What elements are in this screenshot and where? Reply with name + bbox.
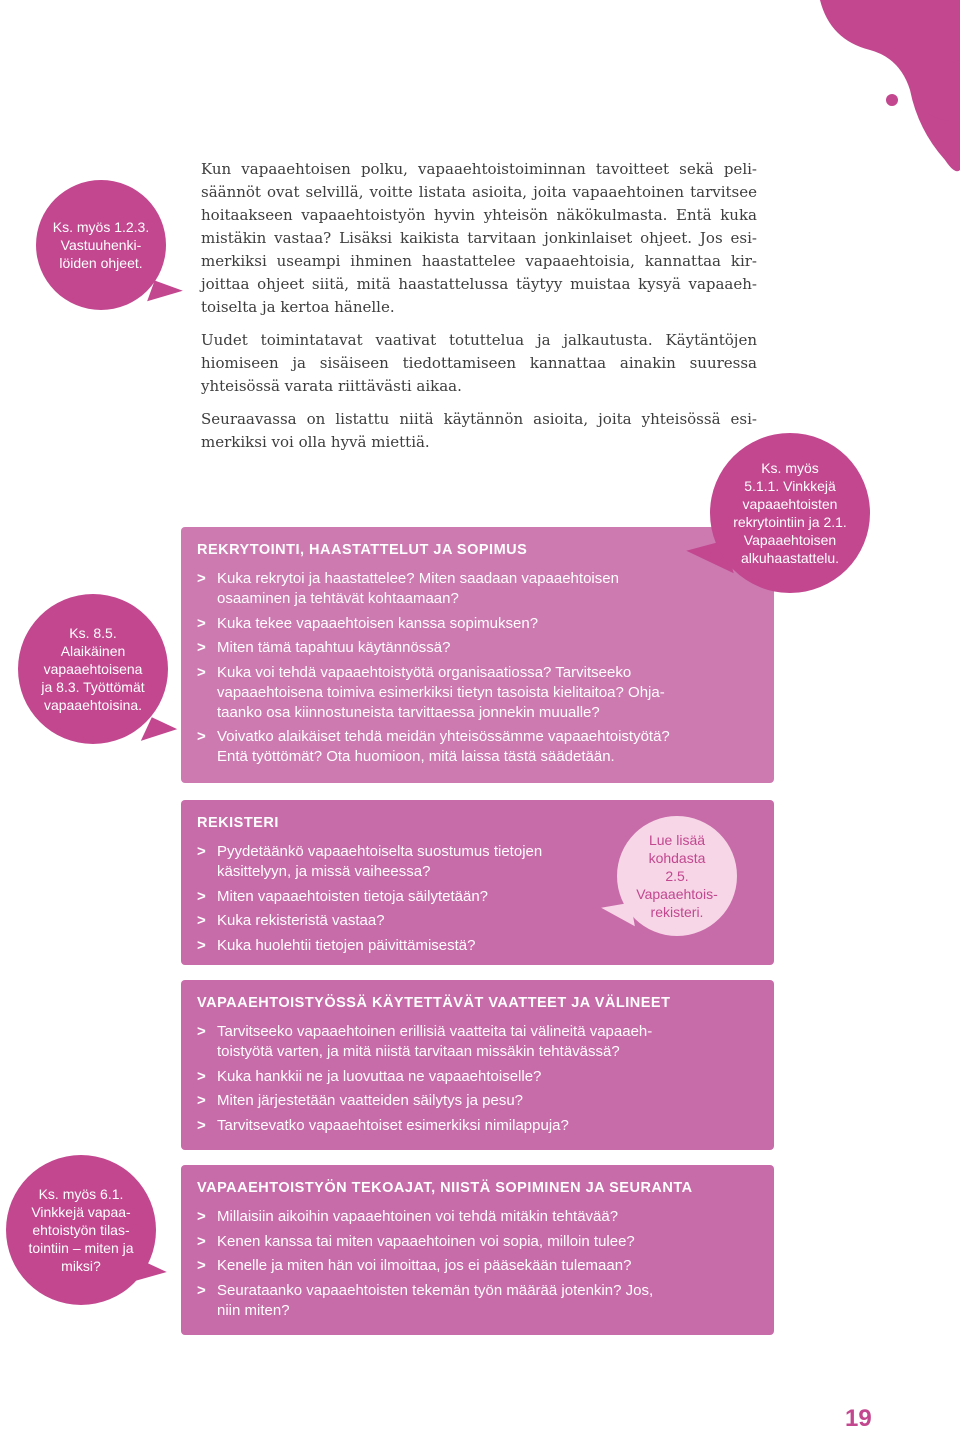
arrow-icon: > [197,728,206,745]
arrow-icon: > [197,887,206,905]
equipment-box [181,980,774,1150]
arrow-icon: > [197,570,206,587]
list-item: > Kenen kanssa tai miten vapaaehtoinen voi sopia, milloin tulee? [197,1232,635,1250]
arrow-icon: > [197,843,206,860]
bubble-tail [141,717,177,752]
list-item: > Kenelle ja miten hän voi ilmoittaa, jos ei pääsekään tulemaan? [197,1257,632,1274]
arrow-icon: > [197,639,206,656]
arrow-icon: > [197,1232,206,1250]
equipment-title: VAPAAEHTOISTYÖSSÄ KÄYTETTÄVÄT VAATTEET JA VÄLINEET [197,995,671,1011]
bubble-text: Ks. myös 1.2.3. Vastuuhenki- löiden ohjeet. [52,219,150,271]
intro-paragraph-3: Seuraavassa on listattu niitä käytännön asioita, joita yhteisössä esimerkiksi voi olla hyvä miettiä. [201,410,757,451]
page-number: 19 [845,1405,872,1432]
list-item: > Voivatko alaikäiset tehdä meidän yhteisössämme vapaaehtoistyötä? Entä työttömät? Ota huomioon, mitä laissa tästä säädetään. [197,728,670,765]
list-item: > Kuka rekisteristä vastaa? [197,912,385,929]
decorative-splash [800,0,960,180]
intro-paragraph-2: Uudet toimintatavat vaativat totuttelua ja jalkautusta. Käytäntöjen hiomiseen ja sisäiseen tiedottamiseen kannattaa ainakin suuressa yhteisössä varata riittävästi aikaa. [201,331,757,395]
list-item: > Tarvitsevatko vapaaehtoiset esimerkiksi nimilappuja? [197,1116,569,1134]
reference-bubble-1-2-3 [36,180,166,310]
arrow-icon: > [197,1208,206,1225]
arrow-icon: > [197,1067,206,1085]
schedule-box [181,1165,774,1335]
list-item: > Kuka hankkii ne ja luovuttaa ne vapaaehtoiselle? [197,1067,542,1085]
list-item: > Miten järjestetään vaatteiden säilytys ja pesu? [197,1092,524,1109]
list-item: > Millaisiin aikoihin vapaaehtoinen voi tehdä mitäkin tehtävää? [197,1208,619,1225]
bubble-tail [147,281,183,312]
list-item: > Kuka tekee vapaaehtoisen kanssa sopimuksen? [197,614,539,632]
arrow-icon: > [197,614,206,632]
arrow-icon: > [197,1281,206,1299]
reference-bubble-2-5 [617,816,737,936]
arrow-icon: > [197,663,206,681]
bubble-text: Ks. myös 5.1.1. Vinkkejä vapaaehtoisten rekrytointiin ja 2.1. Vapaaehtoisen alkuhaastattelu. [733,460,847,566]
list-item: > Miten vapaaehtoisten tietoja säilytetään? [197,887,489,905]
list-item: > Pyydetäänkö vapaaehtoiselta suostumus tietojen käsittelyyn, ja missä vaiheessa? [197,843,543,880]
list-item: > Miten tämä tapahtuu käytännössä? [197,639,451,656]
reference-bubble-5-1-1 [710,433,870,593]
arrow-icon: > [197,1257,206,1274]
list-item: > Seurataanko vapaaehtoisten tekemän työn määrää jotenkin? Jos, niin miten? [197,1281,654,1319]
bubble-text: Ks. 8.5. Alaikäinen vapaaehtoisena ja 8.3. Työttömät vapaaehtoisina. [41,625,145,713]
register-title: REKISTERI [197,815,279,831]
bubble-text: Lue lisää kohdasta 2.5. Vapaaehtois- rekisteri. [636,832,718,920]
reference-bubble-8-5 [18,594,168,744]
arrow-icon: > [197,1116,206,1134]
intro-paragraph-1: Kun vapaaehtoisen polku, vapaaehtoistoiminnan tavoitteet sekä pelisäännöt ovat selvillä, voitte listata asioita, joita vapaaehtoinen tarvitsee hoitaakseen vapaaehtoistyön hyvin yhteisön näkökulmasta. Entä kuka mistäkin vastaa? Lisäksi kaikista tarvitaan jonkinlaiset ohjeet. Jos esimerkiksi useampi ihminen haastattelee vapaaehtoisia, kannattaa kirjoittaa ohjeet siitä, mitä haastattelussa täytyy muistaa kysyä vapaaehtoiselta ja kertoa hänelle. [201,160,757,316]
arrow-icon: > [197,912,206,929]
arrow-icon: > [197,1092,206,1109]
bubble-text: Ks. myös 6.1. Vinkkejä vapaa- ehtoistyön tilas- tointiin – miten ja miksi? [28,1186,134,1274]
list-item: > Tarvitseeko vapaaehtoinen erillisiä vaatteita tai välineitä vapaaeh- toistyötä varten, ja mitä niistä tarvitaan missäkin tehtävässä? [197,1023,653,1060]
arrow-icon: > [197,1023,206,1040]
intro-text [201,158,757,464]
arrow-icon: > [197,936,206,954]
list-item: > Kuka rekrytoi ja haastattelee? Miten saadaan vapaaehtoisen osaaminen ja tehtävät kohtaamaan? [197,570,619,607]
schedule-title: VAPAAEHTOISTYÖN TEKOAJAT, NIISTÄ SOPIMINEN JA SEURANTA [197,1180,693,1196]
list-item: > Kuka huolehtii tietojen päivittämisestä? [197,936,476,954]
recruitment-title: REKRYTOINTI, HAASTATTELUT JA SOPIMUS [197,542,528,558]
list-item: > Kuka voi tehdä vapaaehtoistyötä organisaatiossa? Tarvitseeko vapaaehtoisena toimiva esimerkiksi tietyn tasoista kielitaitoa? Ohja- taanko osa kiinnostuneista tarvittaessa jonnekin muualle? [197,663,665,721]
recruitment-box [181,527,774,783]
